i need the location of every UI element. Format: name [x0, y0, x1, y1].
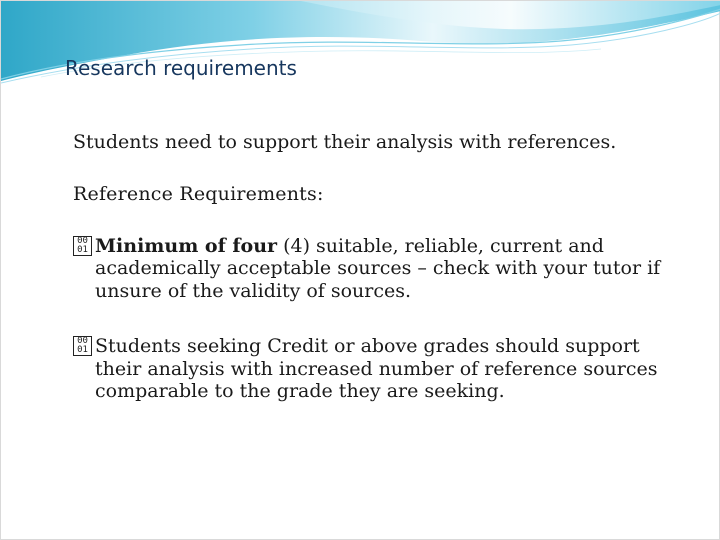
subheading: Reference Requirements:	[73, 182, 324, 205]
slide-title: Research requirements	[65, 56, 297, 80]
bullet-item	[73, 235, 673, 303]
header-wave-decoration	[1, 1, 720, 101]
missing-glyph-icon: 00 01	[73, 236, 92, 256]
bullet-item	[73, 335, 673, 403]
bullet-bold-lead: Minimum of four	[95, 234, 278, 257]
bullet-text: Students seeking Credit or above grades should support their analysis with increased number of reference sources comparable to the grade they are seeking.	[95, 334, 658, 403]
intro-text: Students need to support their analysis with references.	[73, 131, 617, 153]
slide-content	[73, 131, 673, 435]
missing-glyph-icon: 00 01	[73, 336, 92, 356]
bullet-text: (4) suitable, reliable, current and academically acceptable sources – check with your tutor if unsure of the validity of sources.	[95, 234, 661, 303]
